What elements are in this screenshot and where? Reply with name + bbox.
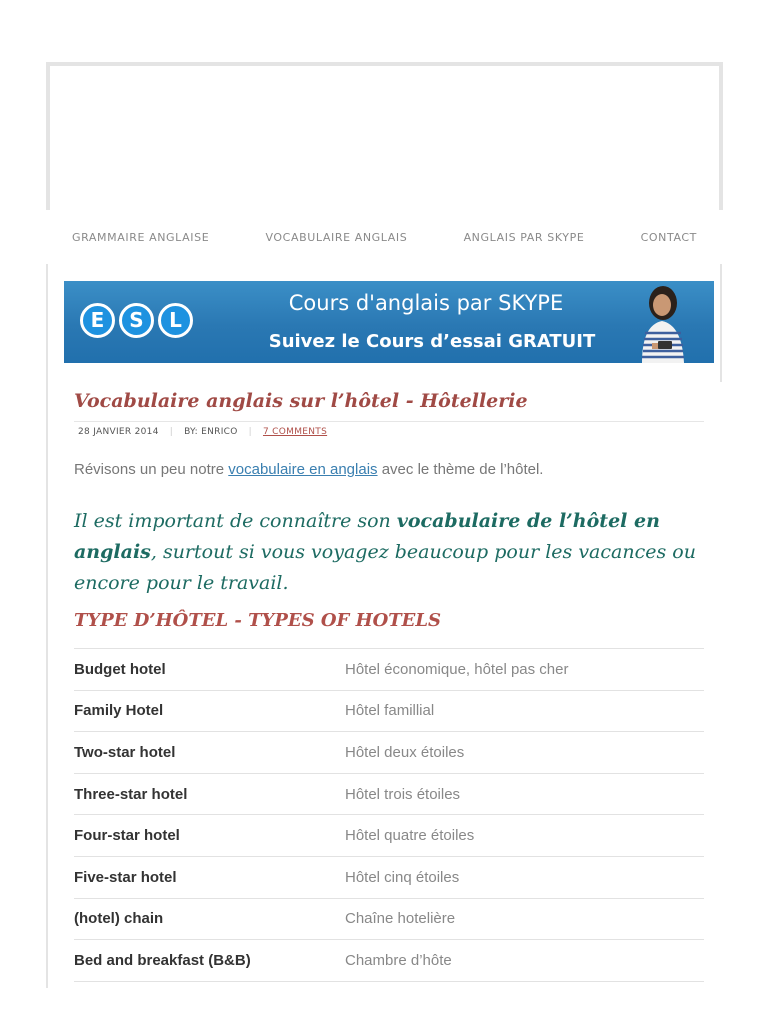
esl-letter-l: L [158, 303, 193, 338]
skype-course-banner[interactable] [64, 281, 714, 363]
french-term: Chambre d’hôte [345, 940, 704, 982]
meta-separator: | [248, 427, 252, 437]
nav-contact[interactable]: CONTACT [640, 230, 697, 244]
english-term: Two-star hotel [74, 732, 345, 774]
french-term: Hôtel famillial [345, 690, 704, 732]
post-title: Vocabulaire anglais sur l’hôtel - Hôtellerie [74, 390, 528, 412]
intro-text-after: avec le thème de l’hôtel. [377, 461, 544, 478]
table-row [74, 649, 704, 691]
hotel-vocab-table [74, 648, 704, 982]
post-author: BY: ENRICO [184, 427, 238, 437]
vocabulaire-link[interactable]: vocabulaire en anglais [228, 461, 378, 478]
french-term: Hôtel cinq étoiles [345, 856, 704, 898]
french-term: Hôtel deux étoiles [345, 732, 704, 774]
table-row [74, 773, 704, 815]
table-row [74, 856, 704, 898]
english-term: Four-star hotel [74, 815, 345, 857]
french-term: Hôtel quatre étoiles [345, 815, 704, 857]
english-term: (hotel) chain [74, 898, 345, 940]
esl-letter-e: E [80, 303, 115, 338]
meta-divider [74, 421, 704, 422]
meta-separator: | [169, 427, 174, 437]
table-row [74, 690, 704, 732]
french-term: Chaîne hotelière [345, 898, 704, 940]
post-lead [74, 506, 710, 599]
post-intro [74, 461, 714, 478]
english-term: Budget hotel [74, 649, 345, 691]
french-term: Hôtel trois étoiles [345, 773, 704, 815]
banner-headline: Cours d'anglais par SKYPE [288, 291, 564, 315]
header-box [46, 62, 723, 210]
nav-anglais-par-skype[interactable]: ANGLAIS PAR SKYPE [463, 230, 585, 244]
english-term: Three-star hotel [74, 773, 345, 815]
french-term: Hôtel économique, hôtel pas cher [345, 649, 704, 691]
intro-text-before: Révisons un peu notre [74, 461, 229, 478]
woman-with-phone-icon [630, 281, 690, 363]
english-term: Bed and breakfast (B&B) [74, 940, 345, 982]
lead-bold: vocabulaire de l’hôtel en anglais [74, 510, 660, 563]
section-title: TYPE D’HÔTEL - TYPES OF HOTELS [74, 610, 442, 631]
table-row [74, 732, 704, 774]
table-row [74, 815, 704, 857]
esl-letter-s: S [119, 303, 154, 338]
english-term: Family Hotel [74, 690, 345, 732]
table-row [74, 940, 704, 982]
comments-link[interactable]: 7 COMMENTS [262, 427, 328, 437]
content-border-right [720, 264, 722, 382]
post-meta [78, 427, 327, 437]
main-nav [52, 212, 717, 262]
table-row [74, 898, 704, 940]
english-term: Five-star hotel [74, 856, 345, 898]
nav-grammaire-anglaise[interactable]: GRAMMAIRE ANGLAISE [72, 230, 210, 244]
lead-text-1: Il est important de connaître son [74, 510, 397, 532]
banner-subline: Suivez le Cours d’essai GRATUIT [268, 331, 596, 352]
lead-text-2: , surtout si vous voyagez beaucoup pour les vacances ou encore pour le travail. [74, 541, 696, 594]
nav-vocabulaire-anglais[interactable]: VOCABULAIRE ANGLAIS [265, 230, 408, 244]
post-date: 28 JANVIER 2014 [78, 427, 159, 437]
esl-logo [80, 303, 193, 338]
content-border-left [46, 264, 48, 988]
